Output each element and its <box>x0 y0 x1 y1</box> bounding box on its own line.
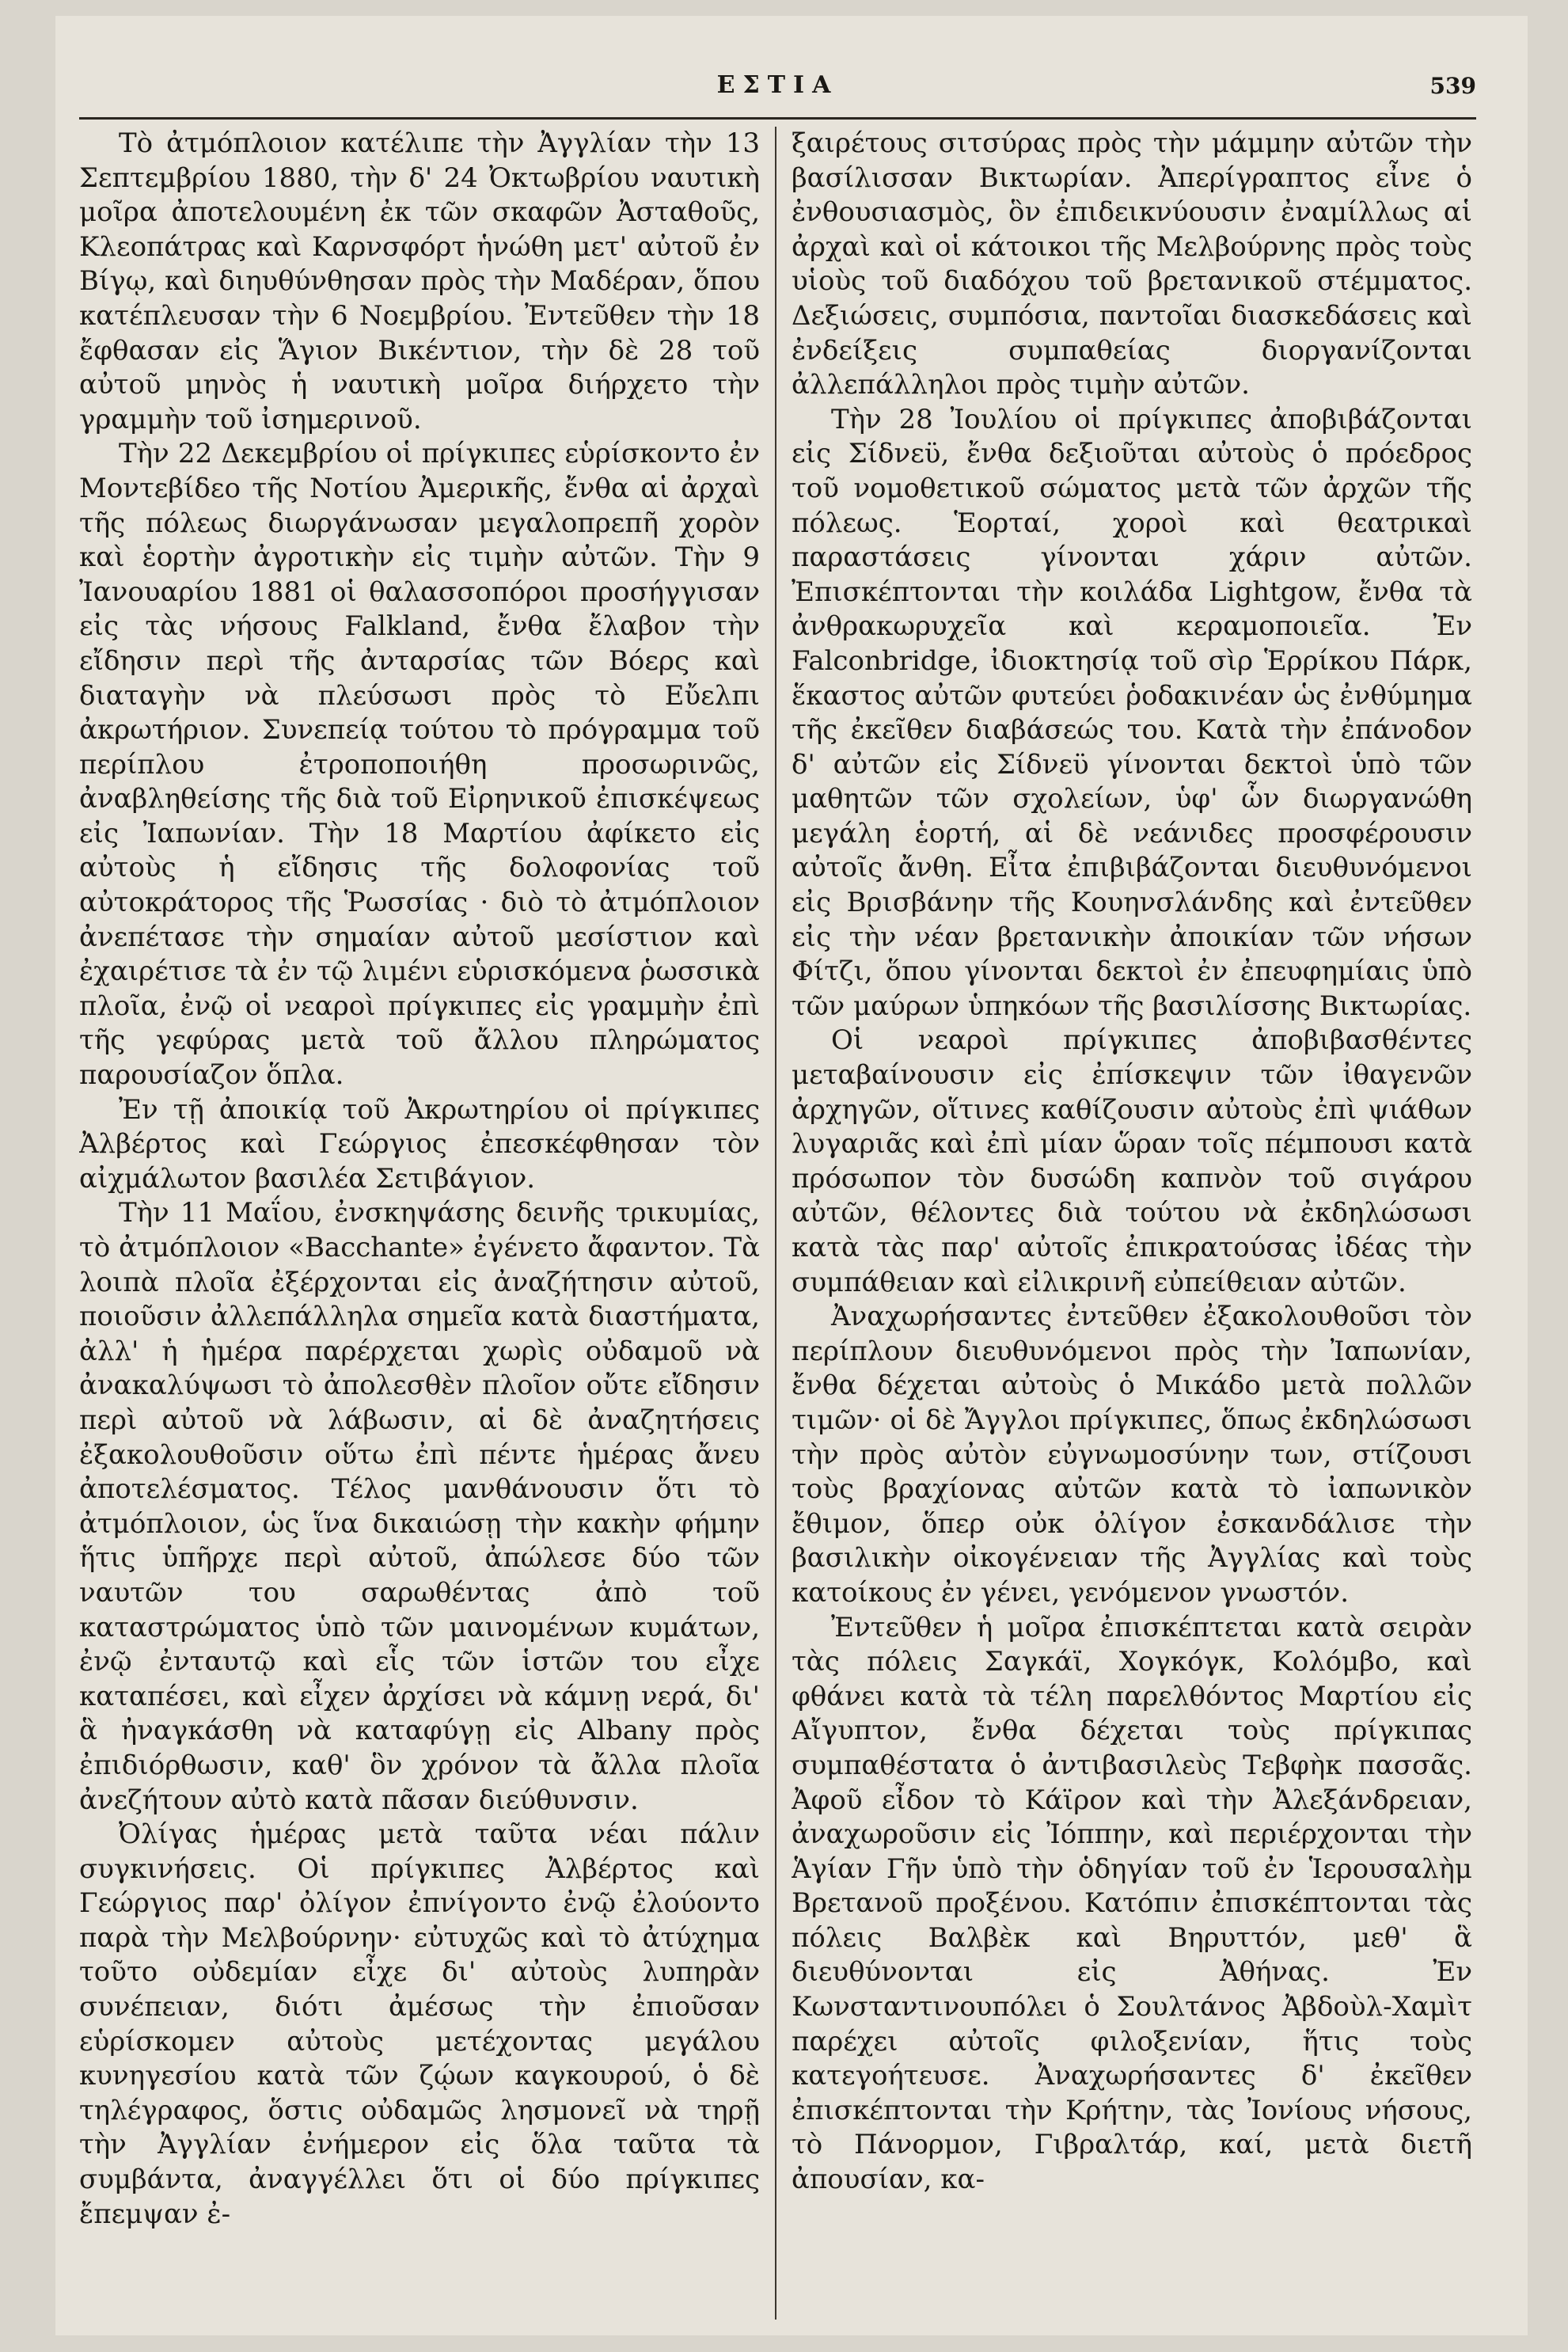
page-number: 539 <box>1429 73 1476 99</box>
paragraph: Ἀναχωρήσαντες ἐντεῦθεν ἐξακολουθοῦσι τὸν περίπλουν διευθυνόμενοι πρὸς τὴν Ἰαπωνίαν, ἔνθα δέχεται αὐτοὺς ὁ Μικάδο μετὰ πολλῶν τιμῶν· οἱ δὲ Ἄγγλοι πρίγκιπες, ὅπως ἐκδηλώσωσι τὴν πρὸς αὐτὸν εὐγνωμοσύνην των, στίζουσι τοὺς βραχίονας αὐτῶν κατὰ τὸ ἰαπωνικὸν ἔθιμον, ὅπερ οὐκ ὀλίγον ἐσκανδάλισε τὴν βασιλικὴν οἰκογένειαν τῆς Ἀγγλίας καὶ τοὺς κατοίκους ἐν γένει, γενόμενον γνωστόν. <box>792 1301 1472 1609</box>
left-column <box>79 127 760 2320</box>
right-column <box>792 127 1472 2320</box>
page-header <box>79 65 1476 112</box>
column-divider <box>775 127 776 2320</box>
paragraph: Τὸ ἀτμόπλοιον κατέλιπε τὴν Ἀγγλίαν τὴν 13 Σεπτεμβρίου 1880, τὴν δ' 24 Ὀκτωβρίου ναυτικὴ μοῖρα ἀποτελουμένη ἐκ τῶν σκαφῶν Ἀσταθοῦς, Κλεοπάτρας καὶ Καρνσφόρτ ἡνώθη μετ' αὐτοῦ ἐν Βίγῳ, καὶ διηυθύνθησαν πρὸς τὴν Μαδέραν, ὅπου κατέπλευσαν τὴν 6 Νοεμβρίου. Ἐντεῦθεν τὴν 18 ἔφθασαν εἰς Ἅγιον Βικέντιον, τὴν δὲ 28 τοῦ αὐτοῦ μηνὸς ἡ ναυτικὴ μοῖρα διήρχετο τὴν γραμμὴν τοῦ ἰσημερινοῦ. <box>79 127 760 435</box>
paragraph: Ἐντεῦθεν ἡ μοῖρα ἐπισκέπτεται κατὰ σειρὰν τὰς πόλεις Σαγκάϊ, Χογκόγκ, Κολόμβο, καὶ φθάνει κατὰ τὰ τέλη παρελθόντος Μαρτίου εἰς Αἴγυπτον, ἔνθα δέχεται τοὺς πρίγκιπας συμπαθέστατα ὁ ἀντιβασιλεὺς Τεβφὴκ πασσᾶς. Ἀφοῦ εἶδον τὸ Κάϊρον καὶ τὴν Ἀλεξάνδρειαν, ἀναχωροῦσιν εἰς Ἰόππην, καὶ περιέρχονται τὴν Ἁγίαν Γῆν ὑπὸ τὴν ὁδηγίαν τοῦ ἐν Ἱερουσαλὴμ Βρετανοῦ προξένου. Κατόπιν ἐπισκέπτονται τὰς πόλεις Βαλβὲκ καὶ Βηρυττόν, μεθ' ἃ διευθύνονται εἰς Ἀθήνας. Ἐν Κωνσταντινουπόλει ὁ Σουλτάνος Ἀβδοὺλ-Χαμὶτ παρέχει αὐτοῖς φιλοξενίαν, ἥτις τοὺς κατεγοήτευσε. Ἀναχωρήσαντες δ' ἐκεῖθεν ἐπισκέπτονται τὴν Κρήτην, τὰς Ἰονίους νήσους, τὸ Πάνορμον, Γιβραλτάρ, καί, μετὰ διετῆ ἀπουσίαν, κα- <box>792 1611 1472 2196</box>
header-rule <box>79 117 1476 120</box>
paragraph: Οἱ νεαροὶ πρίγκιπες ἀποβιβασθέντες μεταβαίνουσιν εἰς ἐπίσκεψιν τῶν ἰθαγενῶν ἀρχηγῶν, οἵτινες καθίζουσιν αὐτοὺς ἐπὶ ψιάθων λυγαριᾶς καὶ ἐπὶ μίαν ὥραν τοῖς πέμπουσι κατὰ πρόσωπον τὸν δυσώδη καπνὸν τοῦ σιγάρου αὐτῶν, θέλοντες διὰ τούτου νὰ ἐκδηλώσωσι κατὰ τὰς παρ' αὐτοῖς ἐπικρατούσας ἰδέας τὴν συμπάθειαν καὶ εἰλικρινῆ εὐπείθειαν αὐτῶν. <box>792 1024 1472 1298</box>
paragraph: Ἐν τῇ ἀποικίᾳ τοῦ Ἀκρωτηρίου οἱ πρίγκιπες Ἀλβέρτος καὶ Γεώργιος ἐπεσκέφθησαν τὸν αἰχμάλωτον βασιλέα Σετιβάγιον. <box>79 1093 760 1195</box>
paragraph-continued: ξαιρέτους σιτσύρας πρὸς τὴν μάμμην αὐτῶν τὴν βασίλισσαν Βικτωρίαν. Ἀπερίγραπτος εἶνε ὁ ἐνθουσιασμὸς, ὃν ἐπιδεικνύουσιν ἐναμίλλως αἱ ἀρχαὶ καὶ οἱ κάτοικοι τῆς Μελβούρνης πρὸς τοὺς υἱοὺς τοῦ διαδόχου τοῦ βρετανικοῦ στέμματος. Δεξιώσεις, συμπόσια, παντοῖαι διασκεδάσεις καὶ ἐνδείξεις συμπαθείας διοργανίζονται ἀλλεπάλληλοι πρὸς τιμὴν αὐτῶν. <box>792 127 1472 401</box>
paragraph: Ὀλίγας ἡμέρας μετὰ ταῦτα νέαι πάλιν συγκινήσεις. Οἱ πρίγκιπες Ἀλβέρτος καὶ Γεώργιος παρ' ὀλίγον ἐπνίγοντο ἐνῷ ἐλούοντο παρὰ τὴν Μελβούρνην· εὐτυχῶς καὶ τὸ ἀτύχημα τοῦτο οὐδεμίαν εἶχε δι' αὐτοὺς λυπηρὰν συνέπειαν, διότι ἀμέσως τὴν ἐπιοῦσαν εὑρίσκομεν αὐτοὺς μετέχοντας μεγάλου κυνηγεσίου κατὰ τῶν ζῴων καγκουρού, ὁ δὲ τηλέγραφος, ὅστις οὐδαμῶς λησμονεῖ νὰ τηρῇ τὴν Ἀγγλίαν ἐνήμερον εἰς ὅλα ταῦτα τὰ συμβάντα, ἀναγγέλλει ὅτι οἱ δύο πρίγκιπες ἔπεμψαν ἐ- <box>79 1818 760 2230</box>
publication-title: ΕΣΤΙΑ <box>716 71 839 99</box>
paragraph: Τὴν 22 Δεκεμβρίου οἱ πρίγκιπες εὑρίσκοντο ἐν Μοντεβίδεο τῆς Νοτίου Ἀμερικῆς, ἔνθα αἱ ἀρχαὶ τῆς πόλεως διωργάνωσαν μεγαλοπρεπῆ χορὸν καὶ ἑορτὴν ἀγροτικὴν εἰς τιμὴν αὐτῶν. Τὴν 9 Ἰανουαρίου 1881 οἱ θαλασσοπόροι προσήγγισαν εἰς τὰς νήσους Falkland, ἔνθα ἔλαβον τὴν εἴδησιν περὶ τῆς ἀνταρσίας τῶν Βόερς καὶ διαταγὴν νὰ πλεύσωσι πρὸς τὸ Εὔελπι ἀκρωτήριον. Συνεπείᾳ τούτου τὸ πρόγραμμα τοῦ περίπλου ἐτροποποιήθη προσωρινῶς, ἀναβληθείσης τῆς διὰ τοῦ Εἰρηνικοῦ ἐπισκέψεως εἰς Ἰαπωνίαν. Τὴν 18 Μαρτίου ἀφίκετο εἰς αὐτοὺς ἡ εἴδησις τῆς δολοφονίας τοῦ αὐτοκράτορος τῆς Ῥωσσίας · διὸ τὸ ἀτμόπλοιον ἀνεπέτασε τὴν σημαίαν αὐτοῦ μεσίστιον καὶ ἐχαιρέτισε τὰ ἐν τῷ λιμένι εὑρισκόμενα ῥωσσικὰ πλοῖα, ἐνῷ οἱ νεαροὶ πρίγκιπες εἰς γραμμὴν ἐπὶ τῆς γεφύρας μετὰ τοῦ ἄλλου πληρώματος παρουσίαζον ὅπλα. <box>79 438 760 1092</box>
paragraph: Τὴν 28 Ἰουλίου οἱ πρίγκιπες ἀποβιβάζονται εἰς Σίδνεϋ, ἔνθα δεξιοῦται αὐτοὺς ὁ πρόεδρος τοῦ νομοθετικοῦ σώματος μετὰ τῶν ἀρχῶν τῆς πόλεως. Ἑορταί, χοροὶ καὶ θεατρικαὶ παραστάσεις γίνονται χάριν αὐτῶν. Ἐπισκέπτονται τὴν κοιλάδα Lightgow, ἔνθα τὰ ἀνθρακωρυχεῖα καὶ κεραμοποιεῖα. Ἐν Falconbridge, ἰδιοκτησίᾳ τοῦ σὶρ Ἑρρίκου Πάρκ, ἕκαστος αὐτῶν φυτεύει ῥοδακινέαν ὡς ἐνθύμημα τῆς ἐκεῖθεν διαβάσεώς του. Κατὰ τὴν ἐπάνοδον δ' αὐτῶν εἰς Σίδνεϋ γίνονται δεκτοὶ ὑπὸ τῶν μαθητῶν τῶν σχολείων, ὑφ' ὧν διωργανώθη μεγάλη ἑορτή, αἱ δὲ νεάνιδες προσφέρουσιν αὐτοῖς ἄνθη. Εἶτα ἐπιβιβάζονται διευθυνόμενοι εἰς Βρισβάνην τῆς Κουηνσλάνδης καὶ ἐντεῦθεν εἰς τὴν νέαν βρετανικὴν ἀποικίαν τῶν νήσων Φίτζι, ὅπου γίνονται δεκτοὶ ἐν ἐπευφημίαις ὑπὸ τῶν μαύρων ὑπηκόων τῆς βασιλίσσης Βικτωρίας. <box>792 403 1472 1022</box>
paragraph: Τὴν 11 Μαΐου, ἐνσκηψάσης δεινῆς τρικυμίας, τὸ ἀτμόπλοιον «Bacchante» ἐγένετο ἄφαντον. Τὰ λοιπὰ πλοῖα ἐξέρχονται εἰς ἀναζήτησιν αὐτοῦ, ποιοῦσιν ἀλλεπάλληλα σημεῖα κατὰ διαστήματα, ἀλλ' ἡ ἡμέρα παρέρχεται χωρὶς οὐδαμοῦ νὰ ἀνακαλύψωσι τὸ ἀπολεσθὲν πλοῖον οὔτε εἴδησιν περὶ αὐτοῦ νὰ λάβωσιν, αἱ δὲ ἀναζητήσεις ἐξακολουθοῦσιν οὕτω ἐπὶ πέντε ἡμέρας ἄνευ ἀποτελέσματος. Τέλος μανθάνουσιν ὅτι τὸ ἀτμόπλοιον, ὡς ἵνα δικαιώσῃ τὴν κακὴν φήμην ἥτις ὑπῆρχε περὶ αὐτοῦ, ἀπώλεσε δύο τῶν ναυτῶν του σαρωθέντας ἀπὸ τοῦ καταστρώματος ὑπὸ τῶν μαινομένων κυμάτων, ἐνῷ ἐνταυτῷ καὶ εἷς τῶν ἱστῶν του εἶχε καταπέσει, καὶ εἶχεν ἀρχίσει νὰ κάμνῃ νερά, δι' ἃ ἠναγκάσθη νὰ καταφύγῃ εἰς Albany πρὸς ἐπιδιόρθωσιν, καθ' ὃν χρόνον τὰ ἄλλα πλοῖα ἀνεζήτουν αὐτὸ κατὰ πᾶσαν διεύθυνσιν. <box>79 1197 760 1816</box>
